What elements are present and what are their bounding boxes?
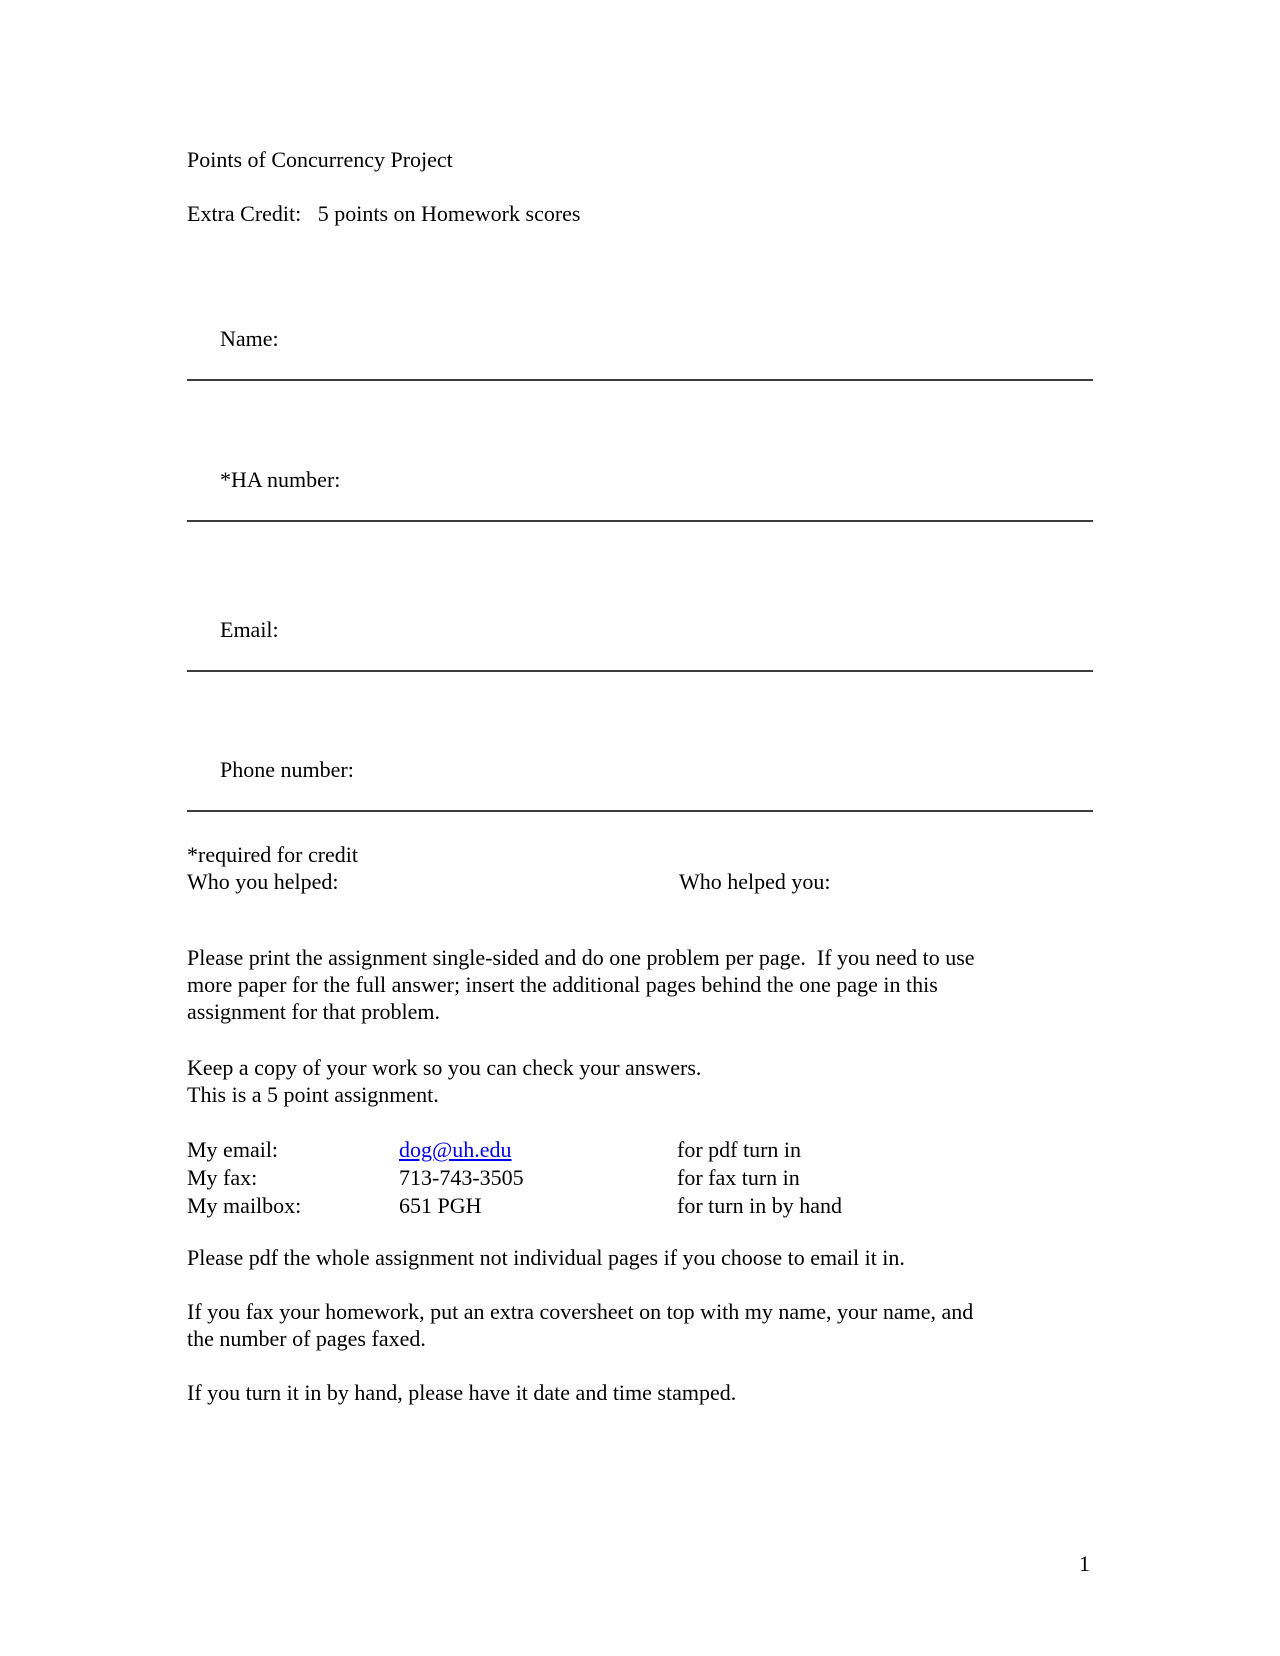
print-instructions-line-2: more paper for the full answer; insert the additional pages behind the one page in this (187, 972, 938, 997)
contact-row-fax (187, 1164, 1093, 1192)
contact-row-email (187, 1136, 1093, 1164)
phone-field-blank (187, 729, 1093, 812)
print-instructions-line-1: Please print the assignment single-sided and do one problem per page. If you need to use (187, 945, 975, 970)
email-link[interactable]: dog@uh.edu (399, 1137, 512, 1162)
contact-label-mailbox: My mailbox: (187, 1193, 302, 1218)
hand-turn-in-note: If you turn it in by hand, please have it date and time stamped. (187, 1380, 737, 1405)
contact-row-mailbox (187, 1192, 1093, 1220)
copy-and-points-paragraph (187, 1054, 1093, 1108)
helpers-row (187, 868, 1093, 895)
print-instructions-paragraph (187, 944, 1093, 1025)
contact-label-email: My email: (187, 1137, 279, 1162)
print-instructions-line-3: assignment for that problem. (187, 999, 440, 1024)
who-you-helped-label: Who you helped: (187, 869, 339, 894)
email-field-label: Email: (220, 617, 279, 642)
contact-label-fax: My fax: (187, 1165, 258, 1190)
ha-number-field-blank (187, 439, 1093, 522)
phone-field-label: Phone number: (220, 757, 354, 782)
point-value-note: This is a 5 point assignment. (187, 1082, 439, 1107)
email-field-blank (187, 589, 1093, 672)
contact-value-fax: 713-743-3505 (399, 1165, 524, 1190)
contact-note-fax: for fax turn in (677, 1165, 800, 1190)
extra-credit-line: Extra Credit: 5 points on Homework scores (187, 201, 581, 226)
contact-note-email: for pdf turn in (677, 1137, 802, 1162)
fax-coversheet-line-2: the number of pages faxed. (187, 1326, 426, 1351)
contact-table (187, 1136, 1093, 1220)
document-title: Points of Concurrency Project (187, 147, 453, 172)
contact-value-mailbox: 651 PGH (399, 1193, 482, 1218)
ha-number-field-label: *HA number: (220, 467, 341, 492)
name-field-label: Name: (220, 326, 279, 351)
keep-copy-note: Keep a copy of your work so you can check your answers. (187, 1055, 702, 1080)
page-number: 1 (1079, 1551, 1090, 1576)
pdf-whole-assignment-note: Please pdf the whole assignment not individual pages if you choose to email it in. (187, 1245, 905, 1270)
name-field-blank (187, 298, 1093, 381)
contact-value-email (399, 1136, 677, 1164)
fax-coversheet-line-1: If you fax your homework, put an extra coversheet on top with my name, your name, and (187, 1299, 974, 1324)
who-helped-you-label: Who helped you: (679, 869, 831, 894)
required-for-credit-note: *required for credit (187, 842, 359, 867)
contact-note-mailbox: for turn in by hand (677, 1193, 842, 1218)
fax-coversheet-paragraph (187, 1298, 1093, 1352)
